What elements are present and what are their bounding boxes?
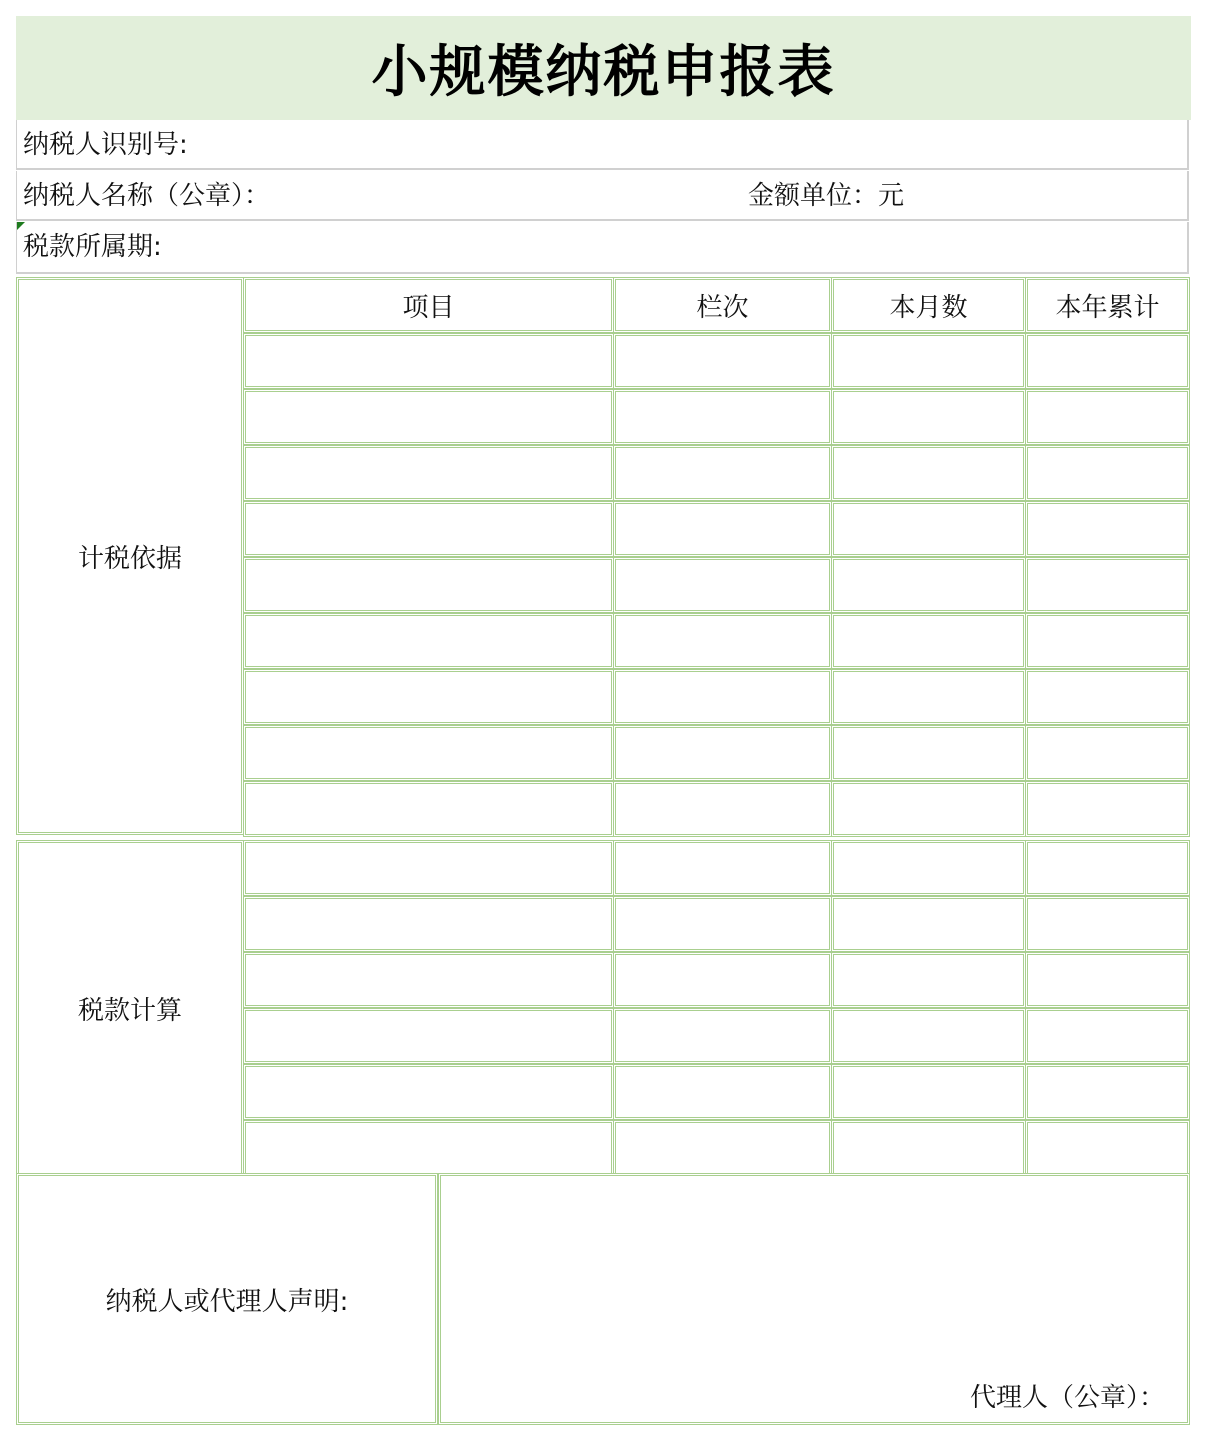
table-cell[interactable]: [1025, 1064, 1190, 1120]
table-cell[interactable]: [831, 896, 1026, 952]
table-cell[interactable]: [613, 896, 832, 952]
taxpayer-name-label: 纳税人名称（公章）：: [23, 181, 271, 211]
page-title: 小规模纳税申报表: [371, 40, 836, 105]
table-cell[interactable]: [1025, 1008, 1190, 1064]
declaration-label: 纳税人或代理人声明:: [105, 1286, 349, 1317]
table-cell[interactable]: [613, 1064, 832, 1120]
agent-seal-label: 代理人（公章）：: [969, 1383, 1165, 1413]
table-cell[interactable]: [243, 896, 614, 952]
table-cell[interactable]: [1025, 445, 1190, 501]
table-cell[interactable]: [1025, 952, 1190, 1008]
taxpayer-id-row[interactable]: [16, 120, 1189, 170]
column-header-0: [243, 277, 614, 333]
table-cell[interactable]: [1025, 840, 1190, 896]
column-header-0-text: 项目: [402, 292, 455, 323]
table-cell[interactable]: [1025, 1120, 1190, 1176]
table-cell[interactable]: [613, 1008, 832, 1064]
table-cell[interactable]: [243, 1008, 614, 1064]
table-cell[interactable]: [1025, 669, 1190, 725]
tax-period-label: 税款所属期:: [23, 232, 162, 262]
table-cell[interactable]: [243, 557, 614, 613]
table-cell[interactable]: [613, 445, 832, 501]
table-cell[interactable]: [613, 781, 832, 837]
table-cell[interactable]: [613, 952, 832, 1008]
table-cell[interactable]: [831, 1064, 1026, 1120]
table-cell[interactable]: [243, 613, 614, 669]
table-cell[interactable]: [1025, 557, 1190, 613]
table-cell[interactable]: [243, 501, 614, 557]
table-cell[interactable]: [243, 669, 614, 725]
table-cell[interactable]: [243, 333, 614, 389]
table-cell[interactable]: [1025, 613, 1190, 669]
title-band: [16, 16, 1191, 120]
table-cell[interactable]: [1025, 896, 1190, 952]
table-cell[interactable]: [613, 1120, 832, 1176]
table-cell[interactable]: [831, 445, 1026, 501]
table-cell[interactable]: [831, 725, 1026, 781]
table-cell[interactable]: [243, 389, 614, 445]
table-cell[interactable]: [831, 557, 1026, 613]
table-cell[interactable]: [613, 501, 832, 557]
table-cell[interactable]: [243, 725, 614, 781]
table-cell[interactable]: [1025, 725, 1190, 781]
table-cell[interactable]: [613, 669, 832, 725]
column-header-3-text: 本年累计: [1055, 292, 1160, 323]
table-cell[interactable]: [613, 613, 832, 669]
column-header-1: [613, 277, 832, 333]
section-label-cell-text: 计税依据: [77, 543, 182, 574]
table-cell[interactable]: [831, 781, 1026, 837]
section-label-cell: [16, 840, 244, 1176]
table-cell[interactable]: [243, 1120, 614, 1176]
table-cell[interactable]: [1025, 781, 1190, 837]
table-cell[interactable]: [831, 1008, 1026, 1064]
table-cell[interactable]: [613, 725, 832, 781]
table-cell[interactable]: [831, 613, 1026, 669]
table-cell[interactable]: [613, 333, 832, 389]
table-cell[interactable]: [243, 952, 614, 1008]
table-cell[interactable]: [831, 669, 1026, 725]
table-cell[interactable]: [831, 840, 1026, 896]
taxpayer-id-label: 纳税人识别号:: [23, 130, 188, 160]
table-cell[interactable]: [243, 840, 614, 896]
table-cell[interactable]: [613, 389, 832, 445]
column-header-2-text: 本月数: [889, 292, 968, 323]
taxpayer-name-row[interactable]: [16, 171, 1189, 221]
table-cell[interactable]: [1025, 501, 1190, 557]
amount-unit-label: 金额单位：元: [748, 181, 905, 211]
table-cell[interactable]: [831, 389, 1026, 445]
table-cell[interactable]: [243, 781, 614, 837]
column-header-3: [1025, 277, 1190, 333]
declaration-signature-cell[interactable]: [438, 1173, 1190, 1425]
table-cell[interactable]: [831, 501, 1026, 557]
table-cell[interactable]: [1025, 333, 1190, 389]
table-cell[interactable]: [613, 557, 832, 613]
table-cell[interactable]: [243, 445, 614, 501]
table-cell[interactable]: [831, 1120, 1026, 1176]
column-header-1-text: 栏次: [696, 292, 749, 323]
declaration-label-cell: [16, 1173, 438, 1425]
column-header-2: [831, 277, 1026, 333]
section-label-cell: [16, 277, 244, 835]
table-cell[interactable]: [243, 1064, 614, 1120]
section-label-cell-text: 税款计算: [77, 995, 182, 1026]
table-cell[interactable]: [831, 952, 1026, 1008]
tax-period-row[interactable]: [16, 222, 1189, 274]
table-cell[interactable]: [613, 840, 832, 896]
table-cell[interactable]: [1025, 389, 1190, 445]
table-cell[interactable]: [831, 333, 1026, 389]
